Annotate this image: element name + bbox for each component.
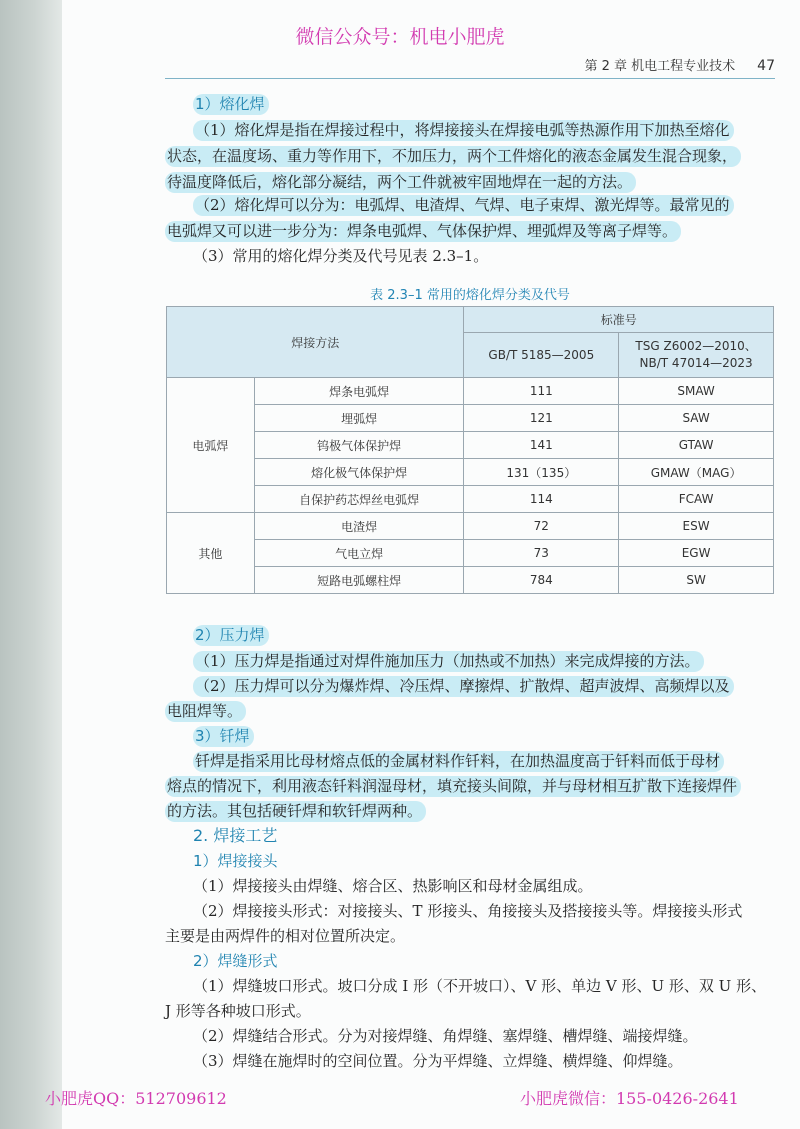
method-cell: 电渣焊 — [254, 513, 464, 540]
paragraph-line: 主要是由两焊件的相对位置所决定。 — [165, 927, 406, 945]
section-heading-welding-process: 2. 焊接工艺 — [193, 826, 278, 845]
paragraph-line: （1）熔化焊是指在焊接过程中，将焊接接头在焊接电弧等热源作用下加热至熔化 — [165, 117, 800, 143]
subsection-heading-weld-form: 2）焊缝形式 — [193, 952, 278, 970]
gb-code-cell: 73 — [464, 540, 619, 567]
paragraph-line: （1）焊缝坡口形式。坡口分成 I 形（不开坡口）、V 形、单边 V 形、U 形、双 U 形、 — [193, 977, 767, 995]
header-gb: GB/T 5185—2005 — [464, 333, 619, 378]
paragraph-line: 电阻焊等。 — [165, 698, 777, 724]
tsg-code-cell: SAW — [619, 405, 774, 432]
method-cell: 钨极气体保护焊 — [254, 432, 464, 459]
tsg-code-cell: SW — [619, 567, 774, 594]
paragraph-line: 钎焊是指采用比母材熔点低的金属材料作钎料，在加热温度高于钎料而低于母材 — [165, 748, 800, 774]
paragraph-line: （2）焊接接头形式：对接接头、T 形接头、角接接头及搭接接头等。焊接接头形式 — [193, 902, 743, 920]
page-number: 47 — [757, 58, 775, 74]
category-cell: 其他 — [167, 513, 255, 594]
tsg-code-cell: GMAW（MAG） — [619, 459, 774, 486]
method-cell: 熔化极气体保护焊 — [254, 459, 464, 486]
watermark-top: 微信公众号：机电小肥虎 — [295, 26, 505, 48]
paragraph-line: （1）压力焊是指通过对焊件施加压力（加热或不加热）来完成焊接的方法。 — [165, 648, 800, 674]
watermark-qq: 小肥虎QQ：512709612 — [45, 1089, 227, 1108]
method-cell: 埋弧焊 — [254, 405, 464, 432]
paragraph-line: （2）焊缝结合形式。分为对接焊缝、角焊缝、塞焊缝、槽焊缝、端接焊缝。 — [193, 1027, 698, 1045]
paragraph-line: 状态，在温度场、重力等作用下，不加压力，两个工件熔化的液态金属发生混合现象， — [165, 143, 777, 169]
method-cell: 气电立焊 — [254, 540, 464, 567]
book-spine-shadow — [0, 0, 62, 1129]
paragraph-line: 的方法。其包括硬钎焊和软钎焊两种。 — [165, 798, 777, 824]
header-tsg: TSG Z6002—2010、 NB/T 47014—2023 — [619, 333, 774, 378]
tsg-code-cell: GTAW — [619, 432, 774, 459]
paragraph-line: （3）常用的熔化焊分类及代号见表 2.3–1。 — [193, 247, 489, 265]
gb-code-cell: 141 — [464, 432, 619, 459]
running-header — [165, 55, 775, 74]
method-cell: 焊条电弧焊 — [254, 378, 464, 405]
gb-code-cell: 121 — [464, 405, 619, 432]
header-welding-method: 焊接方法 — [167, 307, 464, 378]
tsg-code-cell: ESW — [619, 513, 774, 540]
section-heading-fusion-welding: 1）熔化焊 — [165, 91, 800, 117]
gb-code-cell: 131（135） — [464, 459, 619, 486]
subsection-heading-weld-joint: 1）焊接接头 — [193, 852, 278, 870]
section-heading-brazing: 3）钎焊 — [165, 723, 800, 749]
category-cell: 电弧焊 — [167, 378, 255, 513]
gb-code-cell: 784 — [464, 567, 619, 594]
paragraph-line: 待温度降低后，熔化部分凝结，两个工件就被牢固地焊在一起的方法。 — [165, 169, 777, 195]
tsg-code-cell: FCAW — [619, 486, 774, 513]
paragraph-line: （2）熔化焊可以分为：电弧焊、电渣焊、气焊、电子束焊、激光焊等。最常见的 — [165, 192, 800, 218]
paragraph-line: 熔点的情况下，利用液态钎料润湿母材，填充接头间隙，并与母材相互扩散下连接焊件 — [165, 773, 777, 799]
section-heading-pressure-welding: 2）压力焊 — [165, 622, 800, 648]
tsg-code-cell: EGW — [619, 540, 774, 567]
header-rule — [165, 78, 775, 79]
method-cell: 自保护药芯焊丝电弧焊 — [254, 486, 464, 513]
gb-code-cell: 114 — [464, 486, 619, 513]
tsg-code-cell: SMAW — [619, 378, 774, 405]
table-caption: 表 2.3–1 常用的熔化焊分类及代号 — [370, 288, 570, 303]
method-cell: 短路电弧螺柱焊 — [254, 567, 464, 594]
gb-code-cell: 111 — [464, 378, 619, 405]
header-standard: 标准号 — [464, 307, 774, 333]
paragraph-line: （3）焊缝在施焊时的空间位置。分为平焊缝、立焊缝、横焊缝、仰焊缝。 — [193, 1052, 683, 1070]
chapter-title: 第 2 章 机电工程专业技术 — [584, 59, 736, 74]
paragraph-line: 电弧焊又可以进一步分为：焊条电弧焊、气体保护焊、埋弧焊及等离子焊等。 — [165, 218, 777, 244]
paragraph-line: （1）焊接接头由焊缝、熔合区、热影响区和母材金属组成。 — [193, 877, 593, 895]
paragraph-line: （2）压力焊可以分为爆炸焊、冷压焊、摩擦焊、扩散焊、超声波焊、高频焊以及 — [165, 673, 800, 699]
welding-code-table — [166, 306, 774, 594]
paragraph-line: J 形等各种坡口形式。 — [165, 1002, 311, 1020]
watermark-wechat: 小肥虎微信：155-0426-2641 — [520, 1089, 739, 1108]
gb-code-cell: 72 — [464, 513, 619, 540]
